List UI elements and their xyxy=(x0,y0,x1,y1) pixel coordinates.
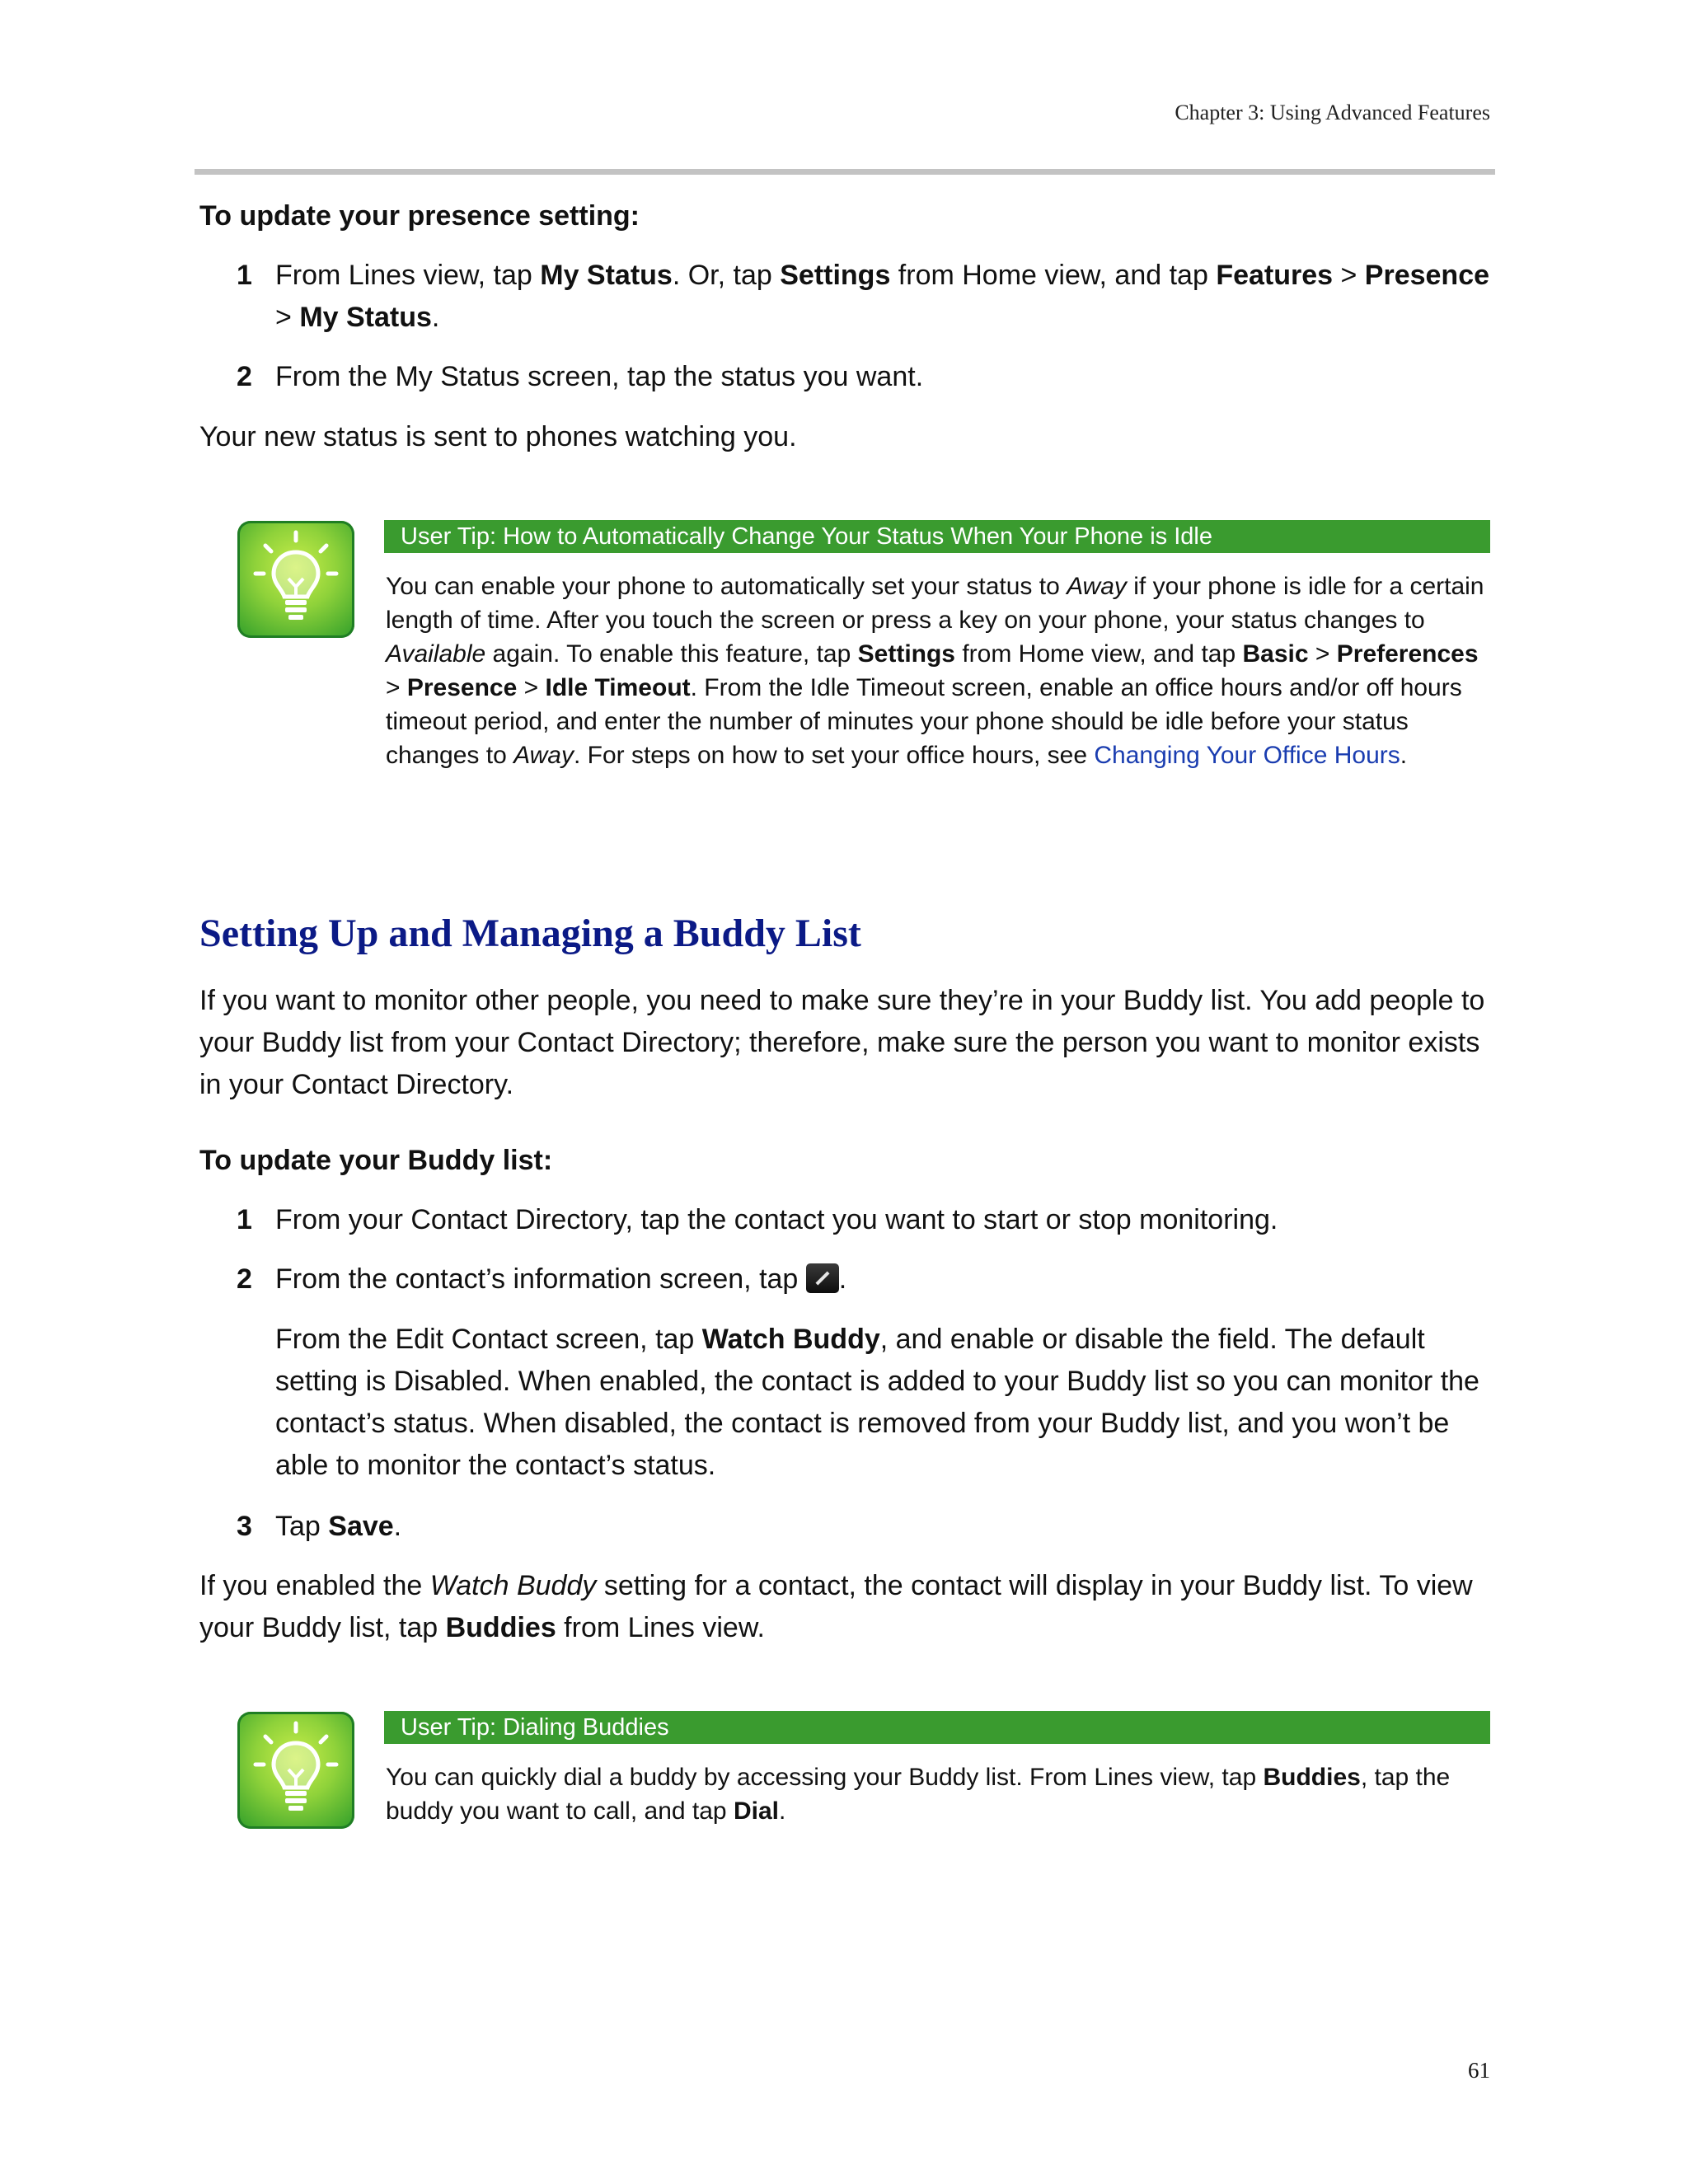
chapter-header: Chapter 3: Using Advanced Features xyxy=(1175,101,1490,124)
buddy-step-2-detail: From the Edit Contact screen, tap Watch Buddy, and enable or disable the field. The default setting is Disabled. When enabled, the contact is added to your Buddy list so you can monitor the contact’s status. When disabled, the contact is removed from your Buddy list, and you won’t be able to monitor the contact’s status. xyxy=(275,1324,1479,1481)
step-number: 2 xyxy=(237,361,252,392)
tip-title-bar: User Tip: Dialing Buddies xyxy=(384,1711,1490,1744)
step-text: From the contact’s information screen, tap . xyxy=(275,1263,847,1295)
buddy-outro-text: If you enabled the Watch Buddy setting for a contact, the contact will display in your Buddy list. To view your Buddy list, tap Buddies from Lines view. xyxy=(199,1570,1473,1643)
step-number: 2 xyxy=(237,1263,252,1295)
buddy-intro-text: If you want to monitor other people, you need to make sure they’re in your Buddy list. You add people to your Buddy list from your Contact Directory; therefore, make sure the person you want to monitor exists in your Contact Directory. xyxy=(199,985,1485,1100)
step-number: 1 xyxy=(237,1204,252,1235)
step-number: 1 xyxy=(237,260,252,291)
tip-title-bar: User Tip: How to Automatically Change Your Status When Your Phone is Idle xyxy=(384,520,1490,553)
step-text: From the My Status screen, tap the status you want. xyxy=(275,361,924,392)
buddy-procedure-heading: To update your Buddy list: xyxy=(199,1145,553,1176)
presence-step-1 xyxy=(199,255,1493,339)
tip-body-text: You can enable your phone to automatically set your status to Away if your phone is idle for a certain length of time. After you touch the screen or press a key on your phone, your status changes to Available again. To enable this feature, tap Settings from Home view, and tap Basic > Preferences > Presence > Idle Timeout. From the Idle Timeout screen, enable an office hours and/or off hours timeout period, and enter the number of minutes your phone should be idle before your status changes to Away. For steps on how to set your office hours, see Changing Your Office Hours. xyxy=(386,573,1484,769)
step-text: From Lines view, tap My Status. Or, tap Settings from Home view, and tap Features > Presence > My Status. xyxy=(275,260,1490,333)
lightbulb-icon xyxy=(237,1712,354,1829)
step-text: Tap Save. xyxy=(275,1511,402,1542)
tip-body-text: You can quickly dial a buddy by accessing your Buddy list. From Lines view, tap Buddies, tap the buddy you want to call, and tap Dial. xyxy=(386,1764,1451,1825)
section-title: Setting Up and Managing a Buddy List xyxy=(199,912,861,955)
page-number: 61 xyxy=(1468,2058,1490,2083)
step-number: 3 xyxy=(237,1511,252,1542)
presence-result-text: Your new status is sent to phones watching you. xyxy=(199,421,797,452)
lightbulb-icon xyxy=(237,521,354,638)
presence-step-2 xyxy=(199,356,1493,398)
buddy-step-2 xyxy=(199,1258,1493,1301)
buddy-step-3 xyxy=(199,1506,1493,1548)
step-text: From your Contact Directory, tap the contact you want to start or stop monitoring. xyxy=(275,1204,1278,1235)
edit-icon xyxy=(806,1263,839,1293)
buddy-step-1 xyxy=(199,1199,1493,1241)
presence-procedure-heading: To update your presence setting: xyxy=(199,200,640,232)
changing-office-hours-link[interactable]: Changing Your Office Hours xyxy=(1094,742,1400,769)
header-rule xyxy=(195,169,1495,175)
